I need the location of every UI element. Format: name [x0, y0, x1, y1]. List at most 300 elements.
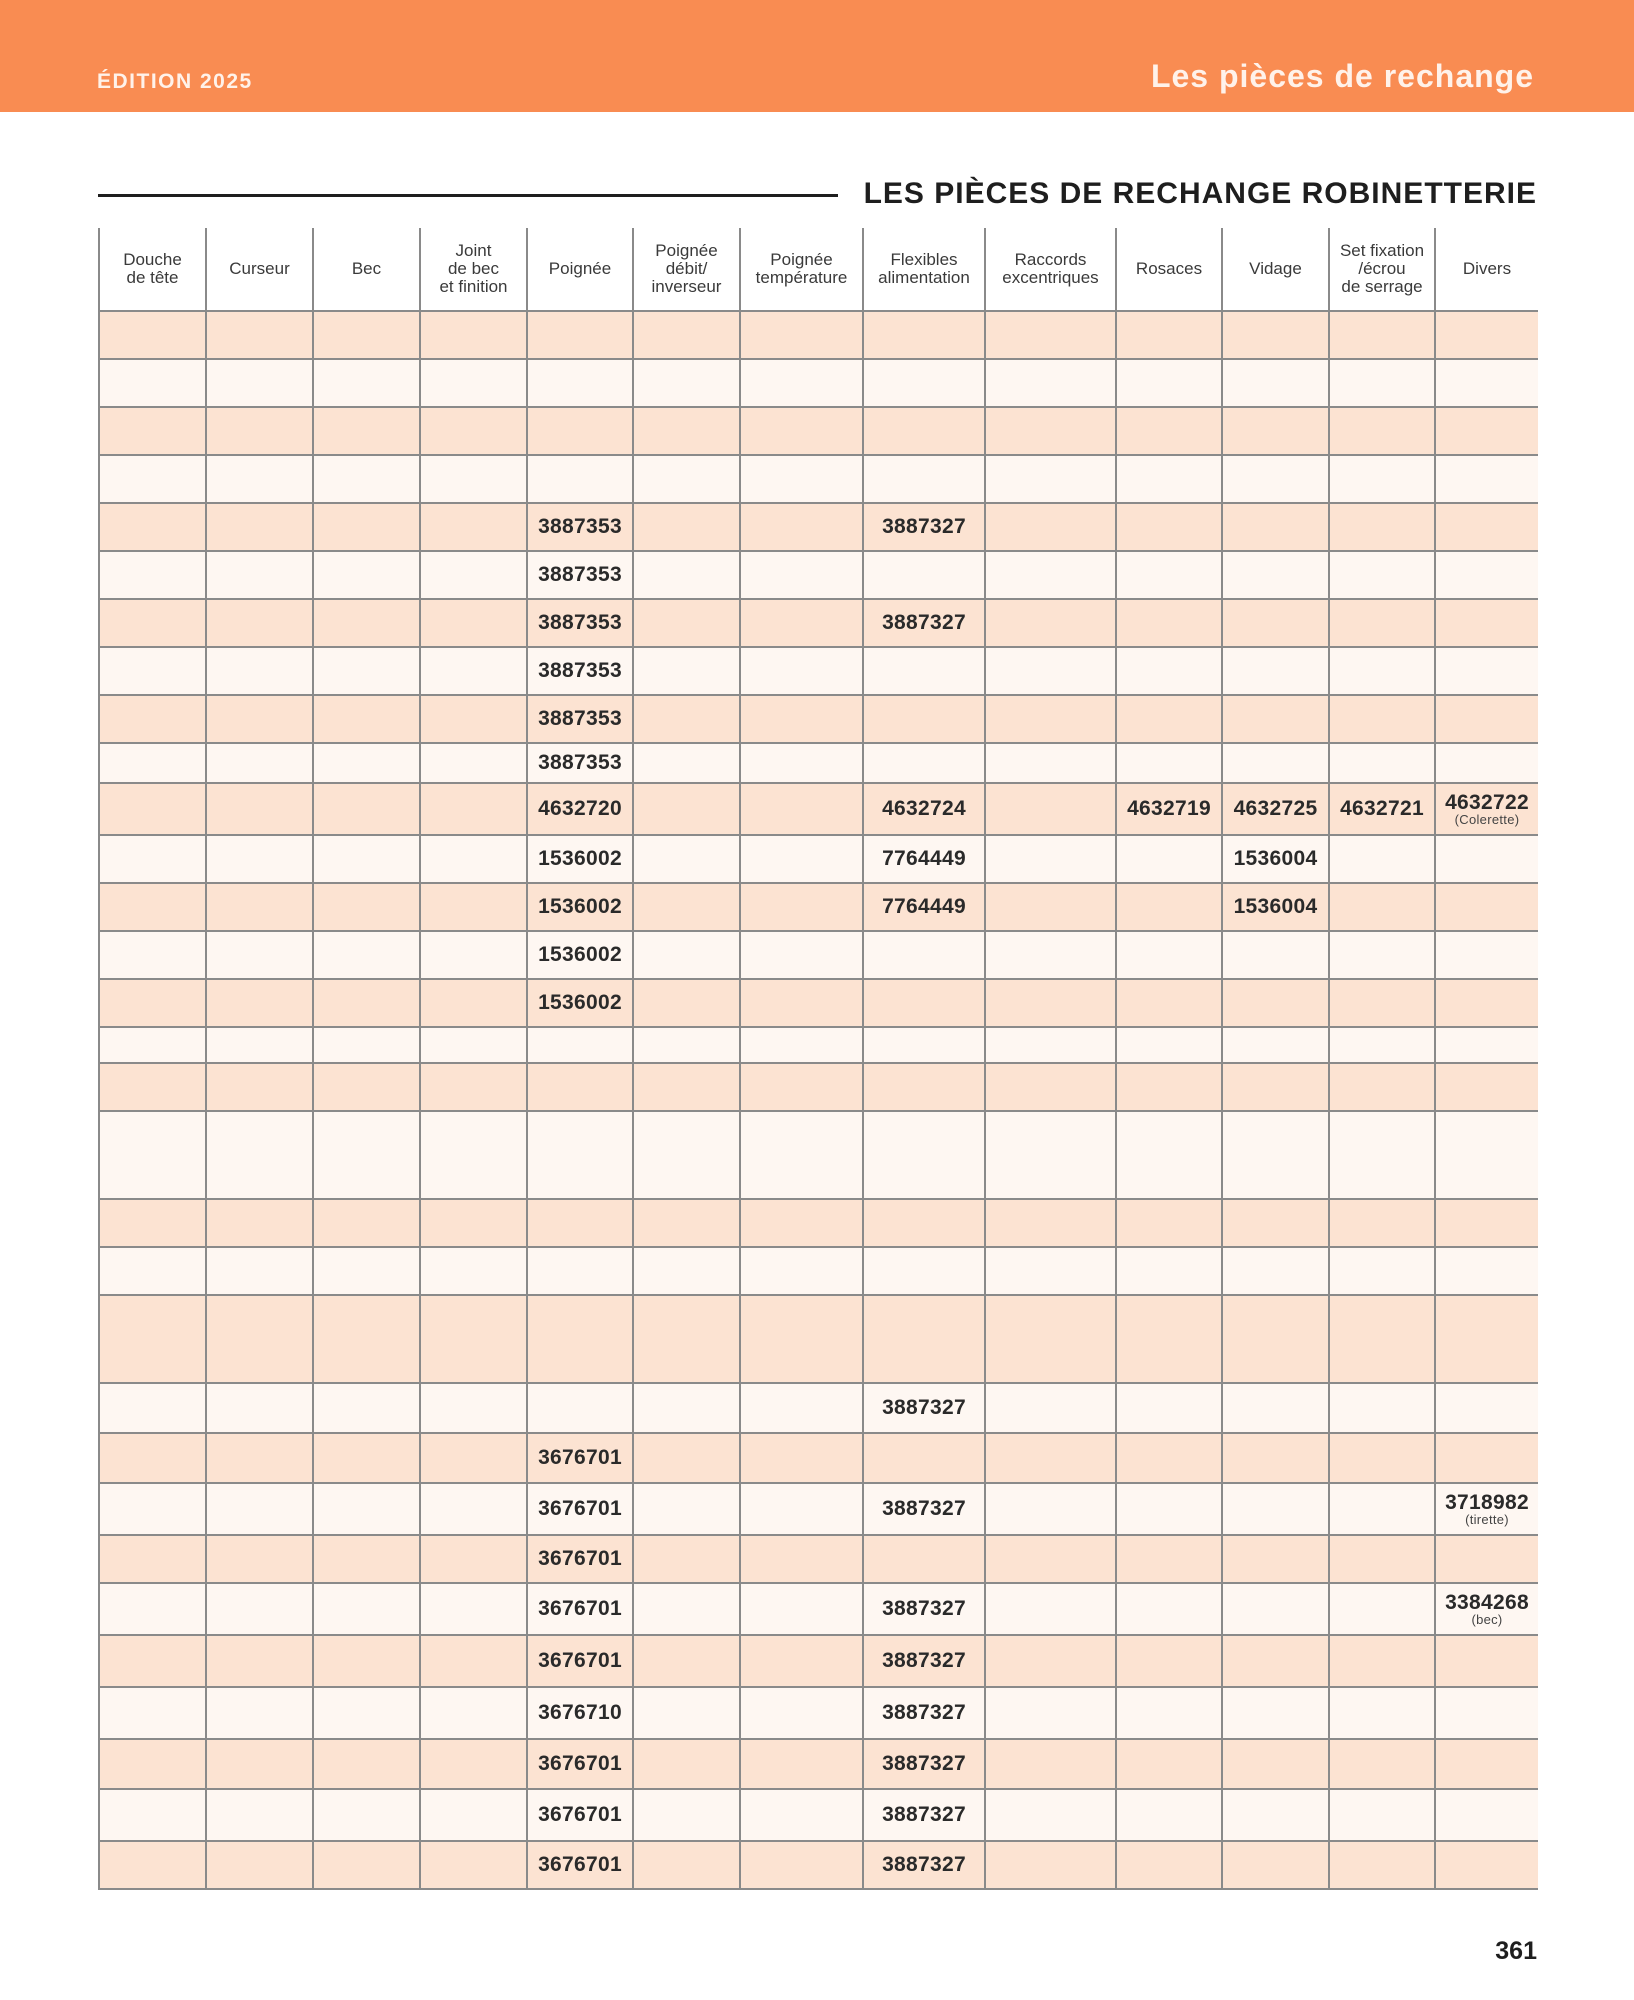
table-cell	[1116, 647, 1222, 695]
table-cell	[99, 1739, 206, 1789]
table-cell	[206, 1027, 313, 1063]
table-cell	[1222, 1635, 1329, 1687]
table-cell	[1435, 1687, 1538, 1739]
table-cell	[985, 1739, 1116, 1789]
table-cell	[1222, 1295, 1329, 1383]
table-cell	[1329, 783, 1435, 835]
table-cell	[1116, 311, 1222, 359]
part-number: 3676710	[538, 1701, 622, 1724]
table-cell	[527, 1687, 633, 1739]
table-row	[99, 1841, 1538, 1889]
part-number: 3676701	[538, 1803, 622, 1826]
part-number: 7764449	[882, 895, 966, 918]
table-cell	[1116, 1583, 1222, 1635]
table-cell	[1329, 979, 1435, 1027]
table-cell	[1222, 1687, 1329, 1739]
part-number: 3676701	[538, 1597, 622, 1620]
table-cell	[420, 407, 527, 455]
table-cell	[1329, 1789, 1435, 1841]
table-cell	[740, 1247, 863, 1295]
table-cell	[527, 883, 633, 931]
table-cell	[99, 359, 206, 407]
part-number: 3887353	[538, 515, 622, 538]
table-cell	[206, 931, 313, 979]
table-row	[99, 1383, 1538, 1433]
table-cell	[206, 1199, 313, 1247]
table-cell	[633, 1739, 740, 1789]
table-cell	[985, 503, 1116, 551]
table-row	[99, 647, 1538, 695]
table-cell	[863, 835, 985, 883]
part-number: 3887327	[882, 1497, 966, 1520]
table-cell	[633, 1789, 740, 1841]
table-row	[99, 599, 1538, 647]
table-cell	[313, 1383, 420, 1433]
table-cell	[985, 883, 1116, 931]
part-number: 1536002	[538, 991, 622, 1014]
table-cell	[99, 835, 206, 883]
table-cell	[206, 1295, 313, 1383]
table-cell	[740, 1583, 863, 1635]
table-cell	[1435, 1199, 1538, 1247]
table-cell	[420, 311, 527, 359]
table-cell	[1435, 835, 1538, 883]
table-cell	[740, 931, 863, 979]
table-cell	[863, 455, 985, 503]
table-cell	[740, 1483, 863, 1535]
table-header-row	[99, 228, 1538, 311]
table-cell	[420, 1383, 527, 1433]
table-cell	[863, 1483, 985, 1535]
table-cell	[527, 743, 633, 783]
table-cell	[99, 979, 206, 1027]
table-cell	[633, 1111, 740, 1199]
table-row	[99, 883, 1538, 931]
table-cell	[1435, 783, 1538, 835]
table-cell	[527, 1841, 633, 1889]
table-cell	[740, 1841, 863, 1889]
table-cell	[863, 311, 985, 359]
table-cell	[633, 359, 740, 407]
column-header: Rosaces	[1116, 228, 1222, 311]
table-cell	[420, 1739, 527, 1789]
table-cell	[1222, 1483, 1329, 1535]
table-cell	[1222, 1199, 1329, 1247]
table-cell	[633, 1199, 740, 1247]
table-cell	[985, 695, 1116, 743]
table-cell	[1329, 503, 1435, 551]
table-cell	[206, 1247, 313, 1295]
part-number: 3718982	[1445, 1491, 1529, 1514]
table-cell	[206, 1635, 313, 1687]
column-header: Joint de bec et finition	[420, 228, 527, 311]
table-cell	[1222, 503, 1329, 551]
part-note: (tirette)	[1465, 1512, 1509, 1527]
table-cell	[863, 599, 985, 647]
table-cell	[1329, 311, 1435, 359]
table-cell	[985, 1295, 1116, 1383]
table-cell	[740, 647, 863, 695]
table-cell	[313, 1535, 420, 1583]
table-cell	[1116, 1535, 1222, 1583]
table-cell	[863, 1535, 985, 1583]
table-row	[99, 455, 1538, 503]
table-row	[99, 1295, 1538, 1383]
part-number: 3384268	[1445, 1591, 1529, 1614]
table-cell	[740, 743, 863, 783]
table-cell	[633, 1295, 740, 1383]
column-header: Vidage	[1222, 228, 1329, 311]
table-cell	[740, 1295, 863, 1383]
table-cell	[313, 1433, 420, 1483]
table-cell	[206, 407, 313, 455]
table-cell	[1116, 783, 1222, 835]
table-cell	[985, 835, 1116, 883]
part-number: 3887353	[538, 751, 622, 774]
table-cell	[206, 1687, 313, 1739]
table-row	[99, 835, 1538, 883]
table-cell	[1116, 1247, 1222, 1295]
table-cell	[1222, 311, 1329, 359]
table-cell	[1329, 1635, 1435, 1687]
table-cell	[985, 647, 1116, 695]
table-row	[99, 743, 1538, 783]
table-cell	[420, 1635, 527, 1687]
part-number: 3887327	[882, 1803, 966, 1826]
part-number: 3676701	[538, 1649, 622, 1672]
table-cell	[420, 1199, 527, 1247]
table-cell	[1435, 455, 1538, 503]
table-cell	[1435, 883, 1538, 931]
table-cell	[99, 1535, 206, 1583]
table-cell	[1222, 931, 1329, 979]
table-cell	[313, 931, 420, 979]
part-number: 3887327	[882, 1752, 966, 1775]
table-cell	[527, 931, 633, 979]
table-cell	[633, 1635, 740, 1687]
table-cell	[1116, 1199, 1222, 1247]
table-cell	[985, 1027, 1116, 1063]
part-number: 3887327	[882, 1853, 966, 1876]
table-cell	[1329, 455, 1435, 503]
table-cell	[1435, 1433, 1538, 1483]
table-cell	[1329, 883, 1435, 931]
table-cell	[1116, 1483, 1222, 1535]
table-cell	[420, 883, 527, 931]
table-cell	[1116, 1841, 1222, 1889]
table-cell	[99, 1433, 206, 1483]
table-cell	[313, 743, 420, 783]
table-cell	[1435, 1739, 1538, 1789]
table-cell	[1329, 1535, 1435, 1583]
table-cell	[633, 1063, 740, 1111]
table-cell	[1435, 1635, 1538, 1687]
table-cell	[863, 1383, 985, 1433]
table-row	[99, 1687, 1538, 1739]
table-row	[99, 1247, 1538, 1295]
table-cell	[633, 599, 740, 647]
table-cell	[1435, 1247, 1538, 1295]
column-header: Curseur	[206, 228, 313, 311]
table-cell	[527, 647, 633, 695]
table-cell	[740, 311, 863, 359]
table-cell	[313, 1111, 420, 1199]
table-cell	[420, 1433, 527, 1483]
table-cell	[420, 1687, 527, 1739]
table-cell	[633, 1483, 740, 1535]
table-cell	[863, 551, 985, 599]
table-cell	[1329, 1383, 1435, 1433]
table-cell	[863, 1247, 985, 1295]
table-cell	[420, 1295, 527, 1383]
table-cell	[1116, 835, 1222, 883]
table-cell	[313, 1687, 420, 1739]
table-cell	[985, 1535, 1116, 1583]
table-row	[99, 979, 1538, 1027]
table-body	[99, 311, 1538, 1889]
table-cell	[527, 551, 633, 599]
table-cell	[985, 455, 1116, 503]
table-cell	[313, 1063, 420, 1111]
table-cell	[206, 743, 313, 783]
table-cell	[633, 783, 740, 835]
part-number: 1536002	[538, 847, 622, 870]
section-rule	[98, 194, 838, 197]
table-cell	[633, 311, 740, 359]
table-cell	[1222, 1841, 1329, 1889]
table-cell	[633, 1247, 740, 1295]
table-row	[99, 1583, 1538, 1635]
table-cell	[1222, 359, 1329, 407]
table-cell	[1329, 695, 1435, 743]
table-cell	[1435, 979, 1538, 1027]
table-cell	[1329, 1739, 1435, 1789]
table-cell	[1222, 1111, 1329, 1199]
table-cell	[420, 835, 527, 883]
table-cell	[1222, 599, 1329, 647]
table-cell	[1329, 743, 1435, 783]
table-row	[99, 1789, 1538, 1841]
table-cell	[99, 1111, 206, 1199]
table-cell	[740, 599, 863, 647]
table-cell	[1329, 599, 1435, 647]
table-cell	[206, 1535, 313, 1583]
part-number: 3887327	[882, 515, 966, 538]
table-cell	[740, 1535, 863, 1583]
page-number: 361	[1495, 1937, 1537, 1965]
table-cell	[1116, 743, 1222, 783]
table-cell	[1116, 931, 1222, 979]
table-cell	[313, 407, 420, 455]
table-cell	[1329, 1027, 1435, 1063]
table-cell	[985, 743, 1116, 783]
table-cell	[633, 1027, 740, 1063]
table-cell	[206, 551, 313, 599]
table-cell	[1435, 503, 1538, 551]
table-cell	[985, 407, 1116, 455]
column-header: Flexibles alimentation	[863, 228, 985, 311]
table-cell	[313, 1635, 420, 1687]
column-header: Raccords excentriques	[985, 228, 1116, 311]
table-cell	[1222, 1433, 1329, 1483]
table-cell	[313, 551, 420, 599]
table-cell	[1116, 455, 1222, 503]
table-cell	[99, 1027, 206, 1063]
table-cell	[420, 783, 527, 835]
table-row	[99, 1739, 1538, 1789]
table-cell	[1222, 743, 1329, 783]
part-number: 4632725	[1233, 797, 1318, 820]
table-cell	[1222, 1535, 1329, 1583]
table-cell	[985, 599, 1116, 647]
edition-label: ÉDITION 2025	[97, 70, 253, 93]
table-cell	[527, 1383, 633, 1433]
table-cell	[313, 647, 420, 695]
table-cell	[863, 1199, 985, 1247]
table-cell	[206, 1483, 313, 1535]
table-cell	[313, 359, 420, 407]
part-number: 3887353	[538, 611, 622, 634]
table-cell	[1329, 1295, 1435, 1383]
table-cell	[1116, 359, 1222, 407]
table-row	[99, 931, 1538, 979]
parts-table	[98, 228, 1538, 1890]
table-cell	[99, 647, 206, 695]
table-cell	[206, 359, 313, 407]
table-cell	[863, 979, 985, 1027]
table-cell	[420, 1111, 527, 1199]
table-cell	[527, 1483, 633, 1535]
table-cell	[1435, 1111, 1538, 1199]
part-number: 3887327	[882, 1701, 966, 1724]
table-cell	[740, 1635, 863, 1687]
table-cell	[1116, 407, 1222, 455]
table-cell	[1222, 783, 1329, 835]
table-cell	[1222, 407, 1329, 455]
part-number: 4632721	[1340, 797, 1424, 820]
table-cell	[1435, 1841, 1538, 1889]
table-cell	[99, 551, 206, 599]
table-cell	[527, 1199, 633, 1247]
table-cell	[863, 1027, 985, 1063]
table-cell	[206, 311, 313, 359]
table-cell	[633, 407, 740, 455]
table-cell	[633, 455, 740, 503]
table-cell	[1222, 835, 1329, 883]
table-cell	[863, 647, 985, 695]
table-cell	[985, 359, 1116, 407]
table-cell	[313, 835, 420, 883]
table-cell	[527, 1433, 633, 1483]
table-cell	[99, 311, 206, 359]
part-number: 1536004	[1233, 895, 1318, 918]
table-cell	[1222, 979, 1329, 1027]
table-cell	[420, 1247, 527, 1295]
table-cell	[740, 551, 863, 599]
table-cell	[1329, 1433, 1435, 1483]
table-cell	[1116, 1063, 1222, 1111]
table-cell	[1435, 1295, 1538, 1383]
table-cell	[985, 979, 1116, 1027]
table-cell	[633, 883, 740, 931]
table-cell	[1435, 311, 1538, 359]
table-cell	[1116, 551, 1222, 599]
table-cell	[1116, 695, 1222, 743]
table-cell	[740, 1111, 863, 1199]
table-cell	[99, 1063, 206, 1111]
table-cell	[313, 1483, 420, 1535]
table-cell	[633, 1433, 740, 1483]
table-cell	[863, 1789, 985, 1841]
table-cell	[863, 743, 985, 783]
table-cell	[527, 695, 633, 743]
table-cell	[99, 931, 206, 979]
table-cell	[420, 551, 527, 599]
table-cell	[420, 599, 527, 647]
table-cell	[313, 1739, 420, 1789]
table-cell	[740, 1199, 863, 1247]
header-banner	[0, 0, 1634, 112]
table-row	[99, 359, 1538, 407]
table-cell	[313, 503, 420, 551]
part-number: 3887327	[882, 1597, 966, 1620]
table-cell	[206, 1111, 313, 1199]
table-cell	[420, 455, 527, 503]
table-cell	[1116, 1111, 1222, 1199]
table-cell	[1222, 647, 1329, 695]
table-cell	[740, 359, 863, 407]
table-cell	[1116, 1295, 1222, 1383]
table-cell	[206, 1841, 313, 1889]
table-cell	[1435, 407, 1538, 455]
part-number: 1536004	[1233, 847, 1318, 870]
table-cell	[99, 783, 206, 835]
table-cell	[1222, 551, 1329, 599]
table-cell	[206, 455, 313, 503]
table-cell	[1329, 835, 1435, 883]
table-cell	[527, 455, 633, 503]
table-cell	[1435, 551, 1538, 599]
table-cell	[1116, 1635, 1222, 1687]
table-cell	[985, 1111, 1116, 1199]
table-cell	[99, 1383, 206, 1433]
table-cell	[1329, 647, 1435, 695]
table-cell	[206, 695, 313, 743]
table-cell	[985, 931, 1116, 979]
parts-table-container	[98, 228, 1537, 1890]
table-cell	[1329, 931, 1435, 979]
table-cell	[740, 695, 863, 743]
part-number: 3676701	[538, 1446, 622, 1469]
table-cell	[985, 1635, 1116, 1687]
part-number: 1536002	[538, 943, 622, 966]
table-cell	[313, 1583, 420, 1635]
part-number: 3676701	[538, 1752, 622, 1775]
table-cell	[863, 1739, 985, 1789]
table-cell	[863, 407, 985, 455]
table-cell	[740, 503, 863, 551]
column-header: Poignée température	[740, 228, 863, 311]
table-row	[99, 407, 1538, 455]
table-cell	[1435, 1789, 1538, 1841]
table-row	[99, 1063, 1538, 1111]
table-cell	[313, 1841, 420, 1889]
table-cell	[740, 1027, 863, 1063]
table-cell	[313, 1295, 420, 1383]
part-number: 4632720	[538, 797, 622, 820]
table-cell	[863, 1433, 985, 1483]
table-row	[99, 1111, 1538, 1199]
